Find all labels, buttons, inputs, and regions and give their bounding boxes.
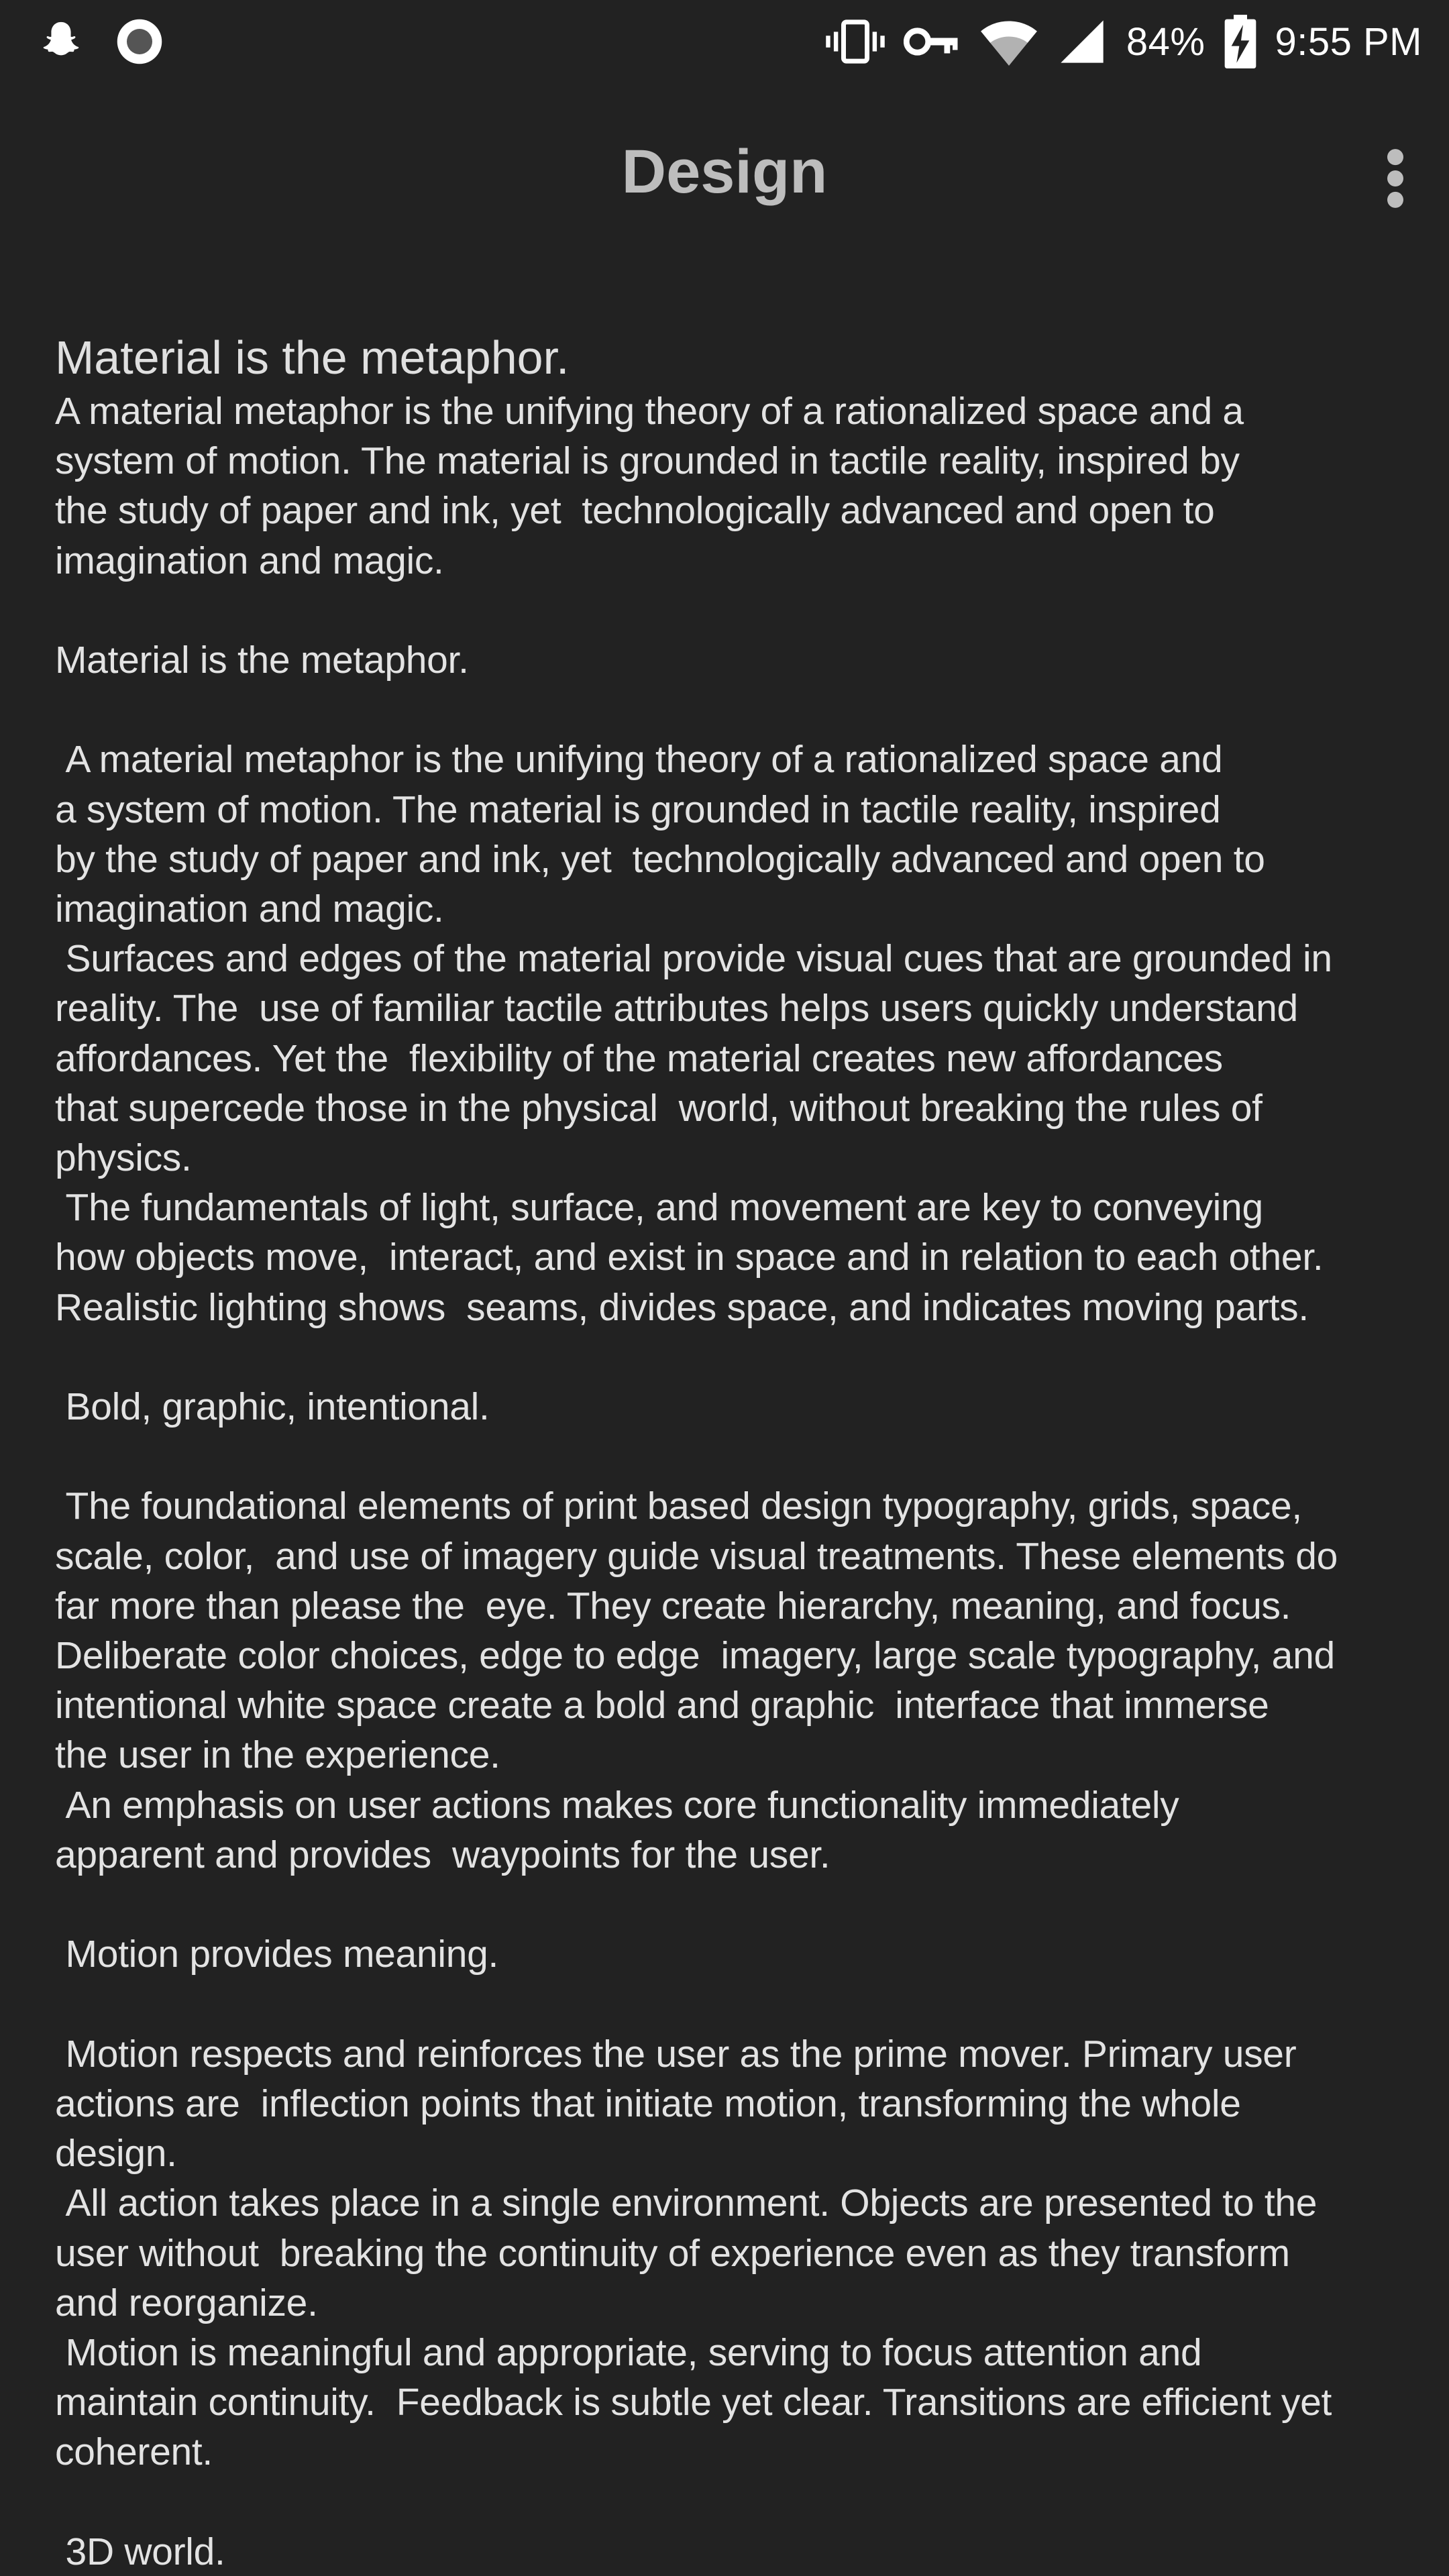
app-bar (0, 83, 1449, 276)
article-body: A material metaphor is the unifying theory of a rationalized space and a system of motion. The material is grounded in tactile reality, inspired by the study of paper and ink, yet technologically advanced and open to imagination and magic. Material is the metaphor. A material metaphor is the unifying theory of a rationalized space and a system of motion. The material is grounded in tactile reality, inspired by the study of paper and ink, yet technologically advanced and open to imagination and magic. Surfaces and edges of the material provide visual cues that are grounded in reality. The use of familiar tactile attributes helps users quickly understand affordances. Yet the flexibility of the material creates new affordances that supercede those in the physical world, without breaking the rules of physics. The fundamentals of light, surface, and movement are key to conveying how objects move, interact, and exist in space and in relation to each other. Realistic lighting shows seams, divides space, and indicates moving parts. Bold, graphic, intentional. The foundational elements of print based design typography, grids, space, scale, color, and use of imagery guide visual treatments. These elements do far more than please the eye. They create hierarchy, meaning, and focus. Deliberate color choices, edge to edge imagery, large scale typography, and intentional white space create a bold and graphic interface that immerse the user in the experience. An emphasis on user actions makes core functionality immediately apparent and provides waypoints for the user. Motion provides meaning. Motion respects and reinforces the user as the prime mover. Primary user actions are inflection points that initiate motion, transforming the whole design. All action takes place in a single environment. Objects are presented to the user without breaking the continuity of experience even as they transform and reorganize. Motion is meaningful and appropriate, serving to focus attention and maintain continuity. Feedback is subtle yet clear. Transitions are efficient yet coherent. 3D world. (55, 390, 1338, 2573)
status-bar (0, 0, 1449, 83)
overflow-menu-button[interactable] (1362, 145, 1429, 212)
snapchat-icon (38, 18, 85, 65)
battery-charging-icon (1224, 15, 1256, 68)
record-icon (114, 16, 165, 67)
status-left (38, 16, 165, 67)
wifi-icon (980, 16, 1038, 67)
article-heading: Material is the metaphor. (55, 331, 570, 384)
clock: 9:55 PM (1275, 19, 1422, 64)
page-title: Design (621, 138, 828, 206)
more-vert-icon (1385, 148, 1405, 209)
article-content (55, 329, 1424, 2576)
status-right (826, 15, 1422, 68)
vpn-key-icon (904, 25, 961, 58)
battery-percent: 84% (1126, 19, 1205, 64)
cell-signal-icon (1057, 16, 1108, 67)
vibrate-icon (826, 18, 885, 65)
